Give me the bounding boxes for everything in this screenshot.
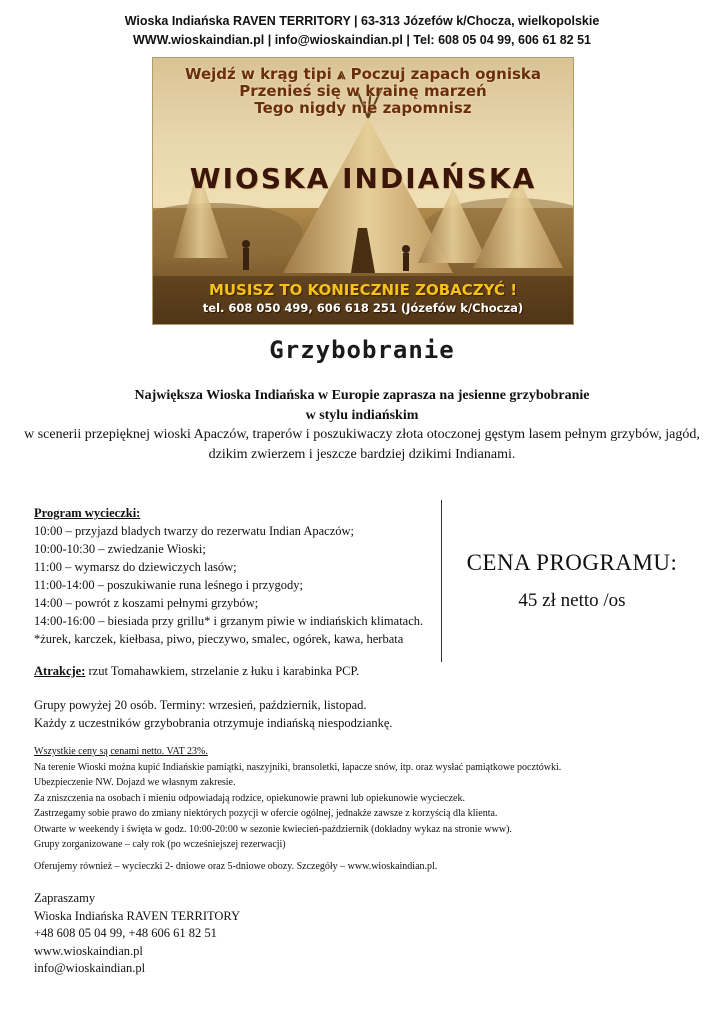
footer-contact: [34, 890, 434, 978]
price-label: CENA PROGRAMU:: [466, 550, 678, 575]
footer-line: +48 608 05 04 99, +48 606 61 82 51: [34, 926, 217, 940]
program-item: 14:00-16:00 – biesiada przy grillu* i grzanym piwie w indiańskich klimatach.: [34, 614, 424, 628]
footer-line: www.wioskaindian.pl: [34, 943, 143, 958]
note-line: Na terenie Wioski można kupić Indiańskie pamiątki, naszyjniki, bransoletki, łapacze snów, itp. oraz wysłać pamiątkowe pocztówki.: [34, 761, 562, 773]
program-section: [34, 504, 434, 648]
intro-subheadline: w stylu indiańskim: [305, 407, 419, 423]
program-item: 14:00 – powrót z koszami pełnymi grzybów;: [34, 596, 259, 610]
price-box: [442, 548, 702, 616]
attractions-line: [34, 662, 684, 680]
note-line: Ubezpieczenie NW. Dojazd we własnym zakresie.: [34, 777, 236, 788]
program-heading: Program wycieczki:: [34, 506, 141, 520]
note-line: Otwarte w weekendy i święta w godz. 10:00-20:00 w sezonie kwiecień-październik (dokładny wykaz na stronie www).: [34, 823, 512, 835]
groups-line-1: Grupy powyżej 20 osób. Terminy: wrzesień, październik, listopad.: [34, 698, 367, 712]
intro-text-1: w scenerii przepięknej wioski Apaczów, traperów i poszukiwaczy złota otoczonej gęstym lasem pełnym grzybów, jagód,: [24, 427, 700, 442]
program-item: 10:00-10:30 – zwiedzanie Wioski;: [34, 542, 206, 556]
banner-tagline-2: Przenieś się w krainę marzeń: [239, 82, 487, 100]
price-value: 45 zł netto /os: [518, 590, 626, 611]
banner-tagline-1: Wejdź w krąg tipi ⩓ Poczuj zapach ogniska: [184, 65, 541, 83]
attractions-heading: Atrakcje:: [34, 664, 86, 678]
groups-info: [34, 696, 684, 732]
banner-phone: tel. 608 050 499, 606 618 251 (Józefów k/Chocza): [202, 301, 524, 315]
header-address: Wioska Indiańska RAVEN TERRITORY | 63-313 Józefów k/Chocza, wielkopolskie: [124, 14, 600, 28]
note-line: Grupy zorganizowane – cały rok (po wcześniejszej rezerwacji): [34, 839, 286, 850]
intro-text-2: dzikim zwierzem i jeszcze bardziej dzikimi Indianami.: [208, 446, 516, 462]
page-header: [0, 12, 724, 50]
notes-vat: Wszystkie ceny są cenami netto. VAT 23%.: [34, 746, 208, 757]
notes-section: [34, 744, 694, 874]
banner-must-see: MUSISZ TO KONIECZNIE ZOBACZYĆ !: [208, 281, 518, 299]
footer-line: Wioska Indiańska RAVEN TERRITORY: [34, 908, 241, 923]
intro-headline: Największa Wioska Indiańska w Europie zaprasza na jesienne grzybobranie: [134, 388, 590, 403]
note-line: Za zniszczenia na osobach i mieniu odpowiadają rodzice, opiekunowie prawni lub opiekunowie wycieczek.: [34, 792, 465, 804]
program-item: 11:00-14:00 – poszukiwanie runa leśnego i przygody;: [34, 578, 303, 592]
program-item: 11:00 – wymarsz do dziewiczych lasów;: [34, 560, 237, 574]
groups-line-2: Każdy z uczestników grzybobrania otrzymuje indiańską niespodziankę.: [34, 716, 393, 730]
program-item: 10:00 – przyjazd bladych twarzy do rezerwatu Indian Apaczów;: [34, 524, 355, 538]
header-contact: WWW.wioskaindian.pl | info@wioskaindian.pl | Tel: 608 05 04 99, 606 61 82 51: [133, 33, 591, 47]
notes-offer: Oferujemy również – wycieczki 2- dniowe oraz 5-dniowe obozy. Szczegóły – www.wioskaindian.pl.: [34, 860, 438, 872]
attractions-text: rzut Tomahawkiem, strzelanie z łuku i karabinka PCP.: [88, 664, 360, 678]
event-title: Grzybobranie: [269, 336, 455, 364]
intro-paragraph: [20, 386, 704, 464]
footer-line: Zapraszamy: [34, 891, 96, 905]
banner-image: [152, 57, 574, 325]
banner-tagline-3: Tego nigdy nie zapomnisz: [254, 99, 472, 117]
note-line: Zastrzegamy sobie prawo do zmiany niektórych pozycji w ofercie ogólnej, jednakże zawsze z korzyścią dla klienta.: [34, 808, 498, 819]
footer-line: info@wioskaindian.pl: [34, 961, 146, 975]
banner-title: WIOSKA INDIAŃSKA: [189, 162, 537, 195]
program-menu-note: *żurek, karczek, kiełbasa, piwo, pieczywo, smalec, ogórek, kawa, herbata: [34, 632, 404, 646]
